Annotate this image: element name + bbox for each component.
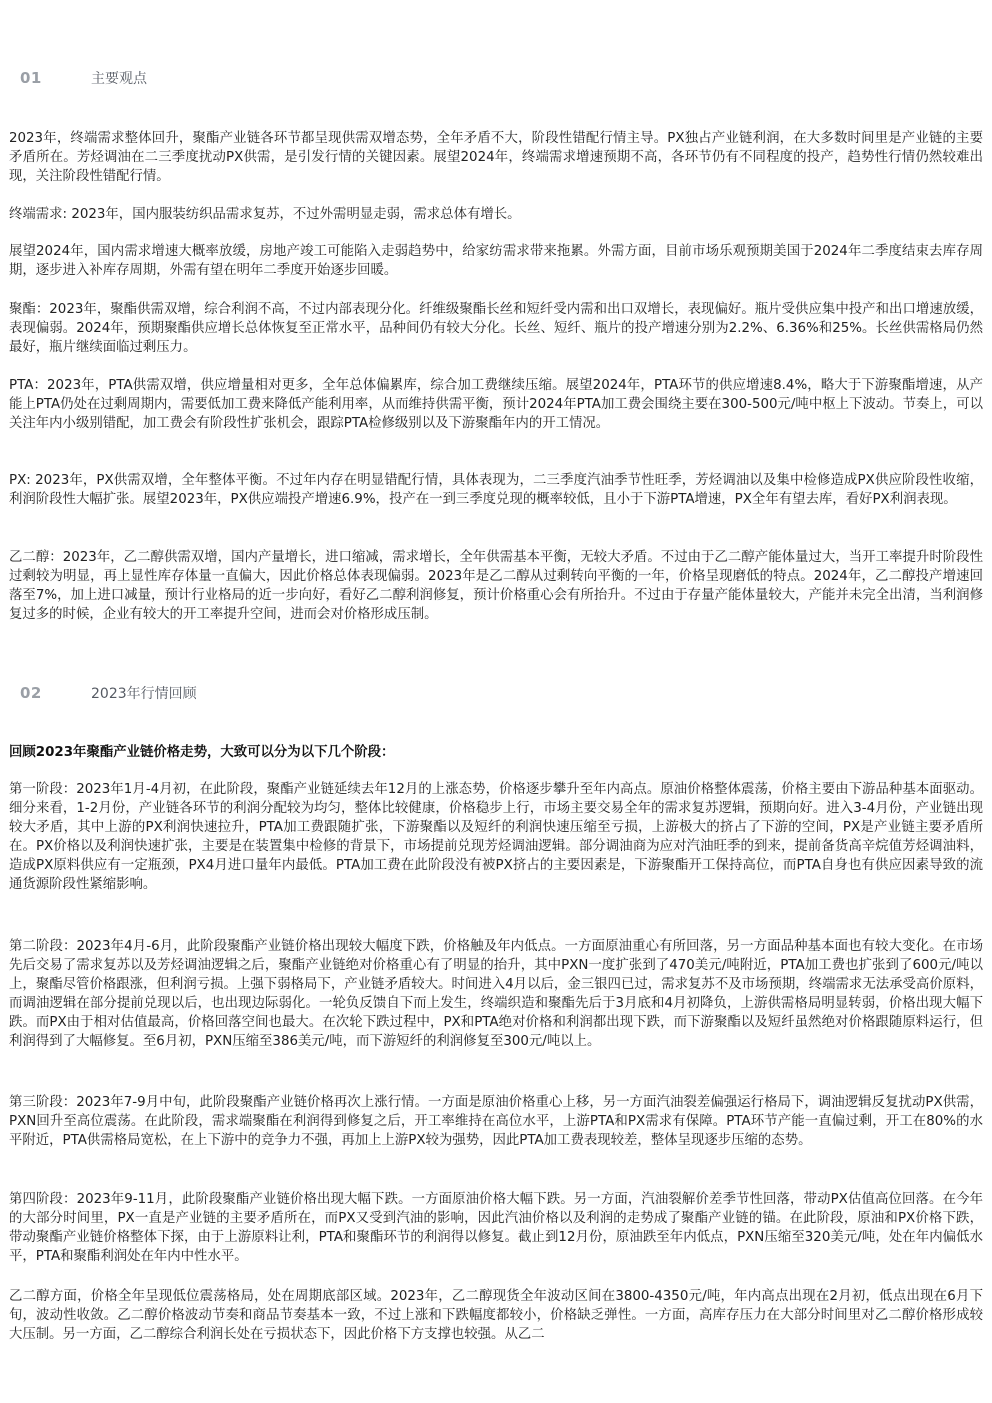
paragraph-stage-3: 第三阶段：2023年7-9月中旬，此阶段聚酯产业链价格再次上涨行情。一方面是原油价格重心上移，另一方面汽油裂差偏强运行格局下，调油逻辑反复扰动PX供需，PXN回升至高位震荡。在此阶段，需求端聚酯在利润得到修复之后，开工率维持在高位水平，上游PTA和PX需求有保障。PTA环节产能一直偏过剩，开工在80%的水平附近，PTA供需格局宽松，在上下游中的竞争力不强，再加上上游PX较为强势，因此PTA加工费表现较差，整体呈现逐步压缩的态势。 [9, 1095, 983, 1148]
paragraph-polyester: 聚酯：2023年，聚酯供需双增，综合利润不高，不过内部表现分化。纤维级聚酯长丝和短纤受内需和出口双增长，表现偏好。瓶片受供应集中投产和出口增速放缓，表现偏弱。2024年，预期聚酯供应增长总体恢复至正常水平，品种间仍有较大分化。长丝、短纤、瓶片的投产增速分别为2.2%、6.36%和25%。长丝供需格局仍然最好，瓶片继续面临过剩压力。 [9, 302, 983, 355]
paragraph-meg-review: 乙二醇方面，价格全年呈现低位震荡格局，处在周期底部区域。2023年，乙二醇现货全年波动区间在3800-4350元/吨，年内高点出现在2月初，低点出现在6月下旬，波动性收敛。乙二醇价格波动节奏和商品节奏基本一致，不过上涨和下跌幅度都较小，价格缺乏弹性。一方面，高库存压力在大部分时间里对乙二醇价格形成较大压制。另一方面，乙二醇综合利润长处在亏损状态下，因此价格下方支撑也较强。从乙二 [9, 1289, 983, 1342]
paragraph-stage-4: 第四阶段：2023年9-11月，此阶段聚酯产业链价格出现大幅下跌。一方面原油价格大幅下跌。另一方面，汽油裂解价差季节性回落，带动PX估值高位回落。在今年的大部分时间里，PX一直是产业链的主要矛盾所在，而PX又受到汽油的影响，因此汽油价格以及利润的走势成了聚酯产业链的锚。在此阶段，原油和PX价格下跌，带动聚酯产业链价格整体下探，由于上游原料让利，PTA和聚酯环节的利润得以修复。截止到12月份，原油跌至年内低点，PXN压缩至320美元/吨，处在年内偏低水平，PTA和聚酯利润处在年内中性水平。 [9, 1192, 983, 1264]
paragraph-stage-1: 第一阶段：2023年1月-4月初，在此阶段，聚酯产业链延续去年12月的上涨态势，价格逐步攀升至年内高点。原油价格整体震荡，价格主要由下游品种基本面驱动。细分来看，1-2月份，产业链各环节的利润分配较为均匀，整体比较健康，价格稳步上行，市场主要交易全年的需求复苏逻辑，预期向好。进入3-4月份，产业链出现较大矛盾，其中上游的PX利润快速拉升，PTA加工费跟随扩张，下游聚酯以及短纤的利润快速压缩至亏损，上游极大的挤占了下游的空间，PX是产业链主要矛盾所在。PX价格以及利润快速扩张，主要是在装置集中检修的背景下，市场提前兑现芳烃调油逻辑。部分调油商为应对汽油旺季的到来，提前备货高辛烷值芳烃调油料，造成PX原料供应有一定瓶颈，PX4月进口量年内最低。PTA加工费在此阶段没有被PX挤占的主要因素是，下游聚酯开工保持高位，而PTA自身也有供应因素导致的流通货源阶段性紧缩影响。 [9, 782, 983, 892]
section-header-main-points [20, 68, 147, 88]
paragraph-pta: PTA：2023年，PTA供需双增，供应增量相对更多，全年总体偏累库，综合加工费继续压缩。展望2024年，PTA环节的供应增速8.4%，略大于下游聚酯增速，从产能上PTA仍处在过剩周期内，需要低加工费来降低产能利用率，从而维持供需平衡，预计2024年PTA加工费会围绕主要在300-500元/吨中枢上下波动。节奏上，可以关注年内小级别错配，加工费会有阶段性扩张机会，跟踪PTA检修级别以及下游聚酯年内的开工情况。 [9, 378, 983, 431]
section-number: 01 [20, 69, 42, 87]
paragraph-stage-2: 第二阶段：2023年4月-6月，此阶段聚酯产业链价格出现较大幅度下跌，价格触及年内低点。一方面原油重心有所回落，另一方面品种基本面也有较大变化。在市场先后交易了需求复苏以及芳烃调油逻辑之后，聚酯产业链绝对价格重心有了明显的抬升，其中PXN一度扩张到了470美元/吨附近，PTA加工费也扩张到了600元/吨以上，聚酯尽管价格跟涨，但利润亏损。上强下弱格局下，产业链矛盾较大。时间进入4月以后，金三银四已过，需求复苏不及市场预期，终端需求无法承受高价原料，而调油逻辑在部分提前兑现以后，也出现边际弱化。一轮负反馈自下而上发生，终端织造和聚酯先后于3月底和4月初降负，上游供需格局明显转弱，价格出现大幅下跌。而PX由于相对估值最高，价格回落空间也最大。在次轮下跌过程中，PX和PTA绝对价格和利润都出现下跌，而下游聚酯以及短纤虽然绝对价格跟随原料运行，但利润得到了大幅修复。至6月初，PXN压缩至386美元/吨，而下游短纤的利润修复至300元/吨以上。 [9, 939, 983, 1049]
section-number: 02 [20, 684, 42, 702]
paragraph-px: PX: 2023年，PX供需双增，全年整体平衡。不过年内存在明显错配行情，具体表现为，二三季度汽油季节性旺季，芳烃调油以及集中检修造成PX供应阶段性收缩，利润阶段性大幅扩张。展望2023年，PX供应端投产增速6.9%，投产在一到三季度兑现的概率较低，且小于下游PTA增速，PX全年有望去库，看好PX利润表现。 [9, 473, 983, 507]
section-header-review-2023 [20, 683, 197, 703]
paragraph-outlook-2024: 展望2024年，国内需求增速大概率放缓，房地产竣工可能陷入走弱趋势中，给家纺需求带来拖累。外需方面，目前市场乐观预期美国于2024年二季度结束去库存周期，逐步进入补库存周期，外需有望在明年二季度开始逐步回暖。 [9, 244, 983, 278]
review-heading: 回顾2023年聚酯产业链价格走势，大致可以分为以下几个阶段： [9, 745, 395, 760]
paragraph-terminal-demand: 终端需求: 2023年，国内服装纺织品需求复苏，不过外需明显走弱，需求总体有增长。 [9, 207, 521, 222]
paragraph-meg: 乙二醇：2023年，乙二醇供需双增，国内产量增长，进口缩减，需求增长，全年供需基本平衡，无较大矛盾。不过由于乙二醇产能体量过大，当开工率提升时阶段性过剩较为明显，再上显性库存体量一直偏大，因此价格总体表现偏弱。2023年是乙二醇从过剩转向平衡的一年，价格呈现磨低的特点。2024年，乙二醇投产增速回落至7%，加上进口减量，预计行业格局的近一步向好，看好乙二醇利润修复，预计价格重心会有所抬升。不过由于存量产能体量较大，产能并未完全出清，当利润修复过多的时候，企业有较大的开工率提升空间，进而会对价格形成压制。 [9, 550, 983, 622]
paragraph-summary: 2023年，终端需求整体回升，聚酯产业链各环节都呈现供需双增态势，全年矛盾不大，阶段性错配行情主导。PX独占产业链利润，在大多数时间里是产业链的主要矛盾所在。芳烃调油在二三季度扰动PX供需，是引发行情的关键因素。展望2024年，终端需求增速预期不高，各环节仍有不同程度的投产，趋势性行情仍然较难出现，关注阶段性错配行情。 [9, 131, 983, 184]
section-title: 2023年行情回顾 [91, 686, 197, 702]
section-title: 主要观点 [91, 71, 147, 87]
